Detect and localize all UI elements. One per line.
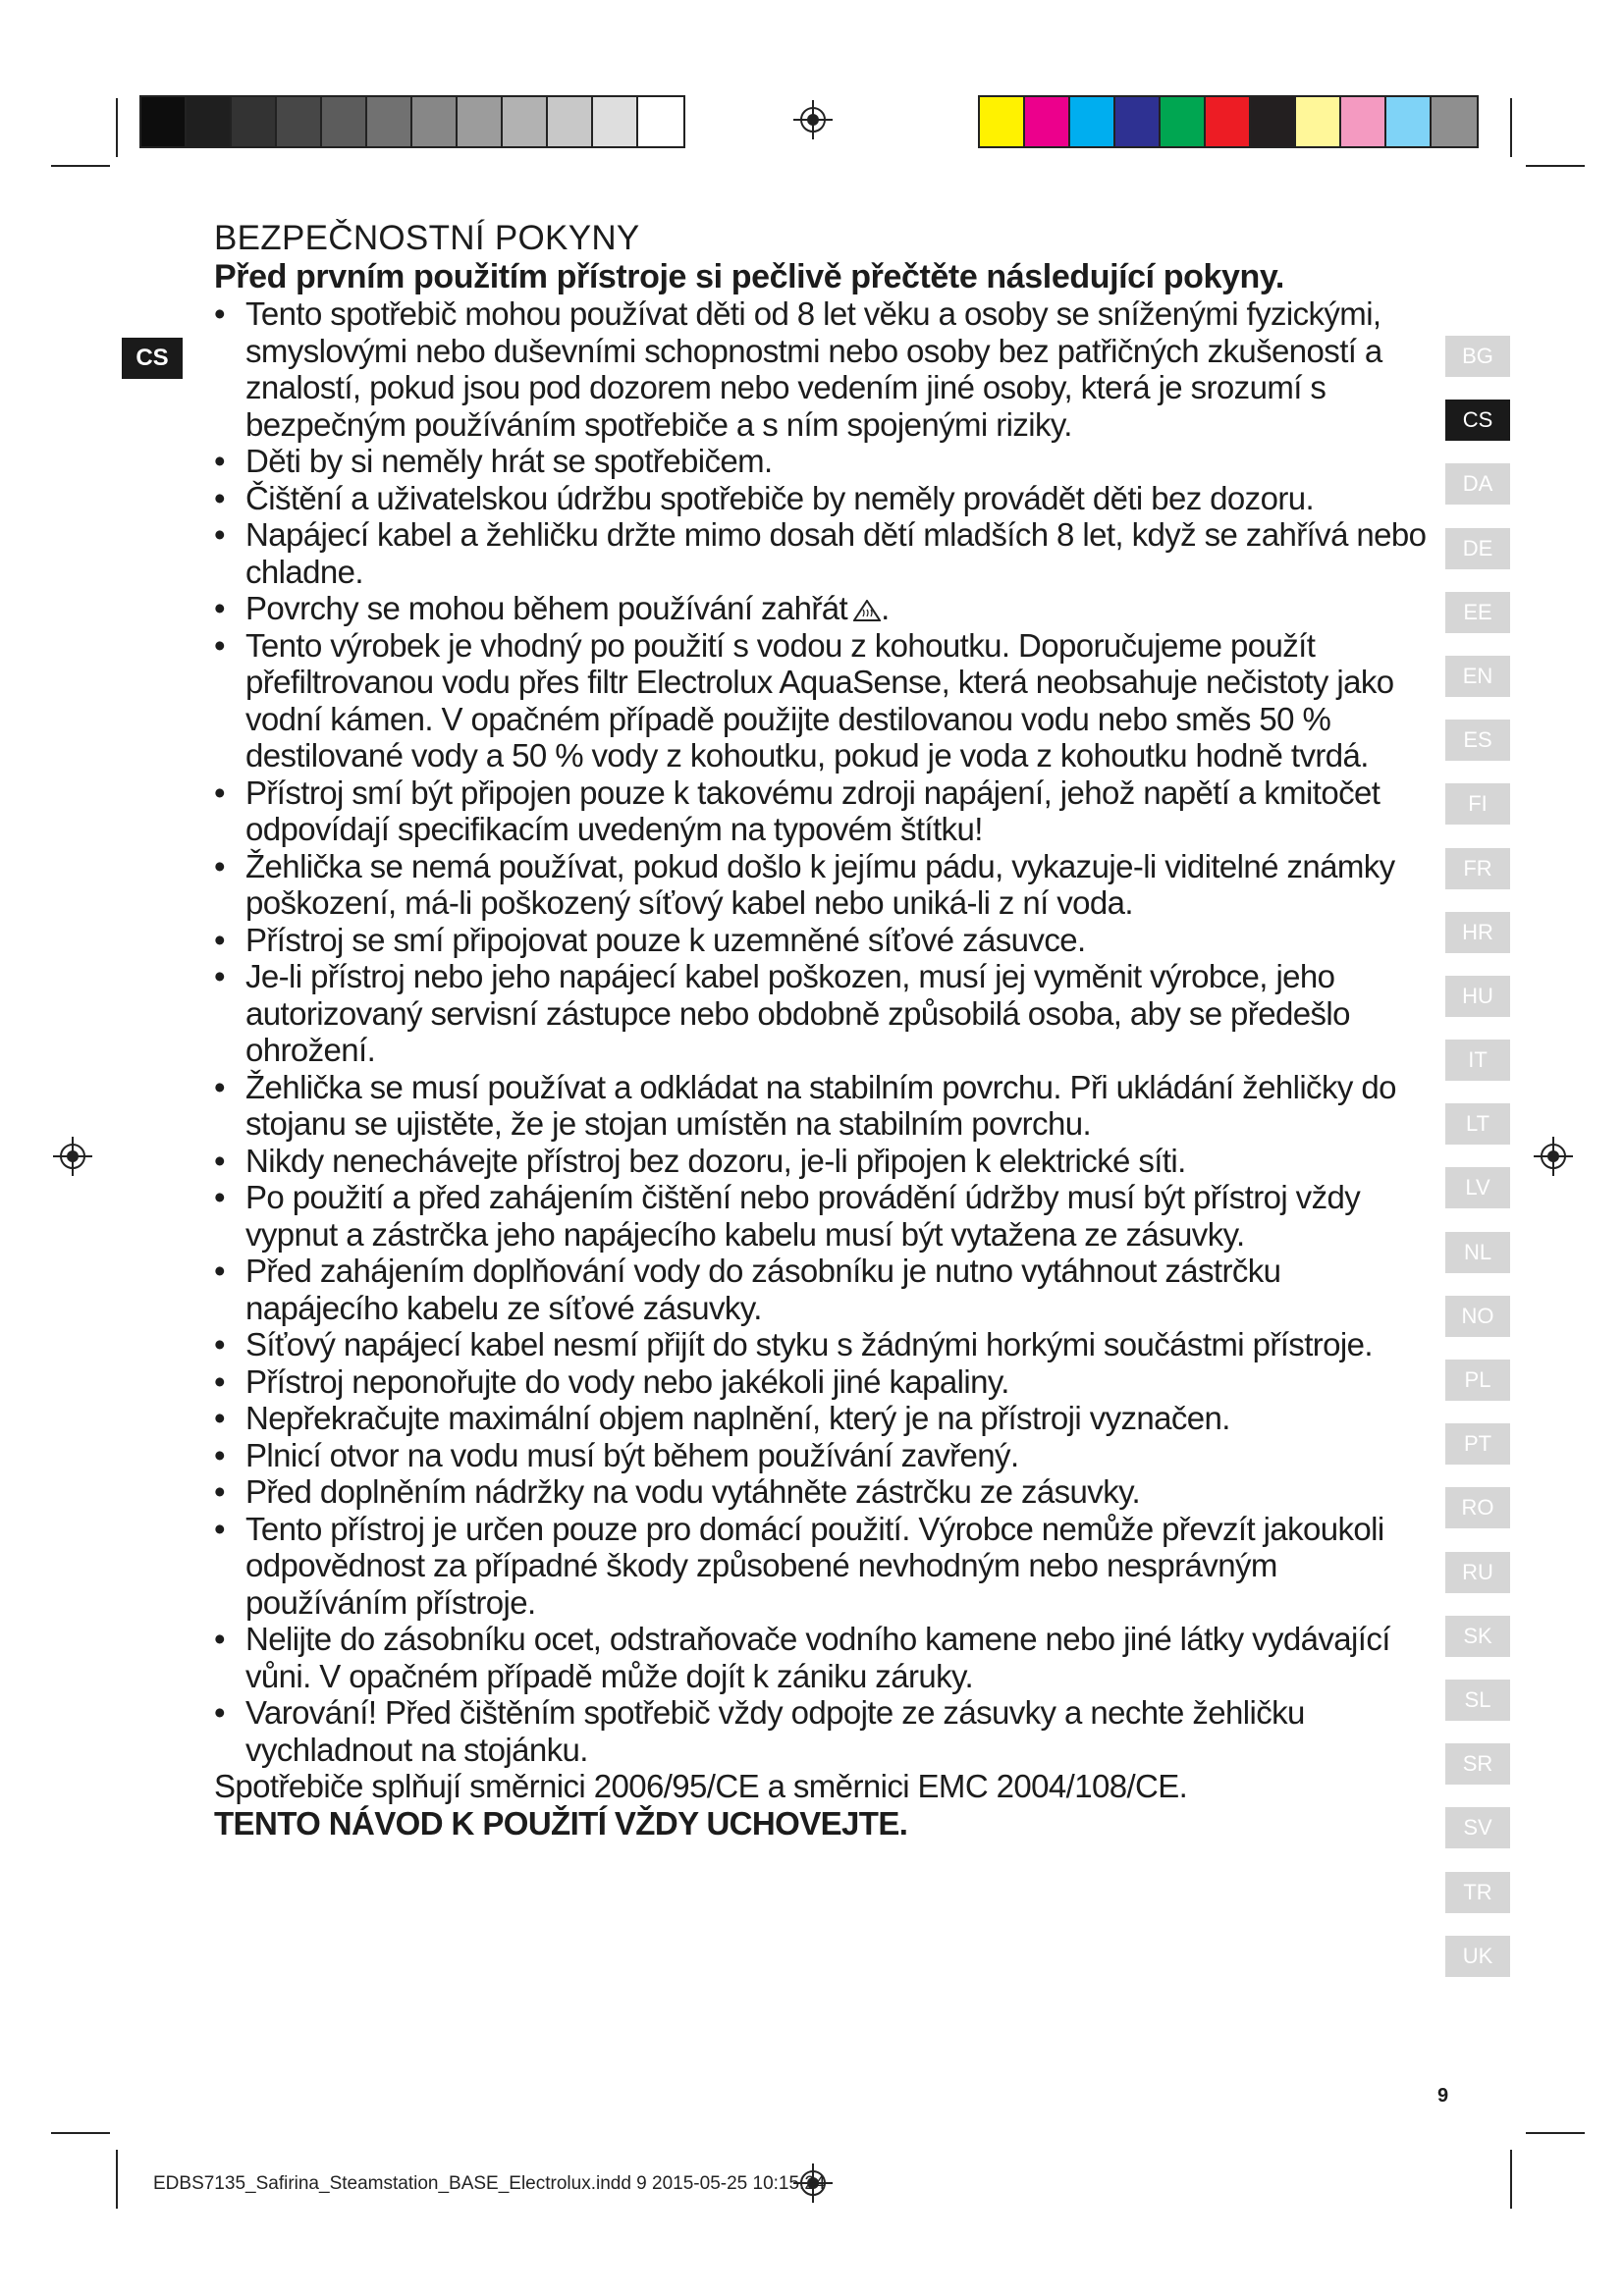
language-tab-es: ES xyxy=(1445,720,1510,761)
crop-mark xyxy=(1526,2132,1585,2134)
list-item: • Napájecí kabel a žehličku držte mimo dosah dětí mladších 8 let, když se zahřívá nebo chladne. xyxy=(214,516,1432,590)
language-tab-hr: HR xyxy=(1445,912,1510,953)
calibration-swatch xyxy=(141,97,187,146)
calibration-swatch xyxy=(1070,97,1115,146)
language-tab-nl: NL xyxy=(1445,1232,1510,1273)
list-item: • Žehlička se musí používat a odkládat na stabilním povrchu. Při ukládání žehličky do stojanu se ujistěte, že je stojan umístěn na stabilním povrchu. xyxy=(214,1069,1432,1143)
language-tab-fr: FR xyxy=(1445,848,1510,889)
list-item: • Nelijte do zásobníku ocet, odstraňovače vodního kamene nebo jiné látky vydávající vůni. V opačném případě může dojít k zániku záruky. xyxy=(214,1621,1432,1694)
page-title: BEZPEČNOSTNÍ POKYNY xyxy=(214,219,640,257)
crop-mark xyxy=(1510,2150,1512,2209)
list-item: • Tento spotřebič mohou používat děti od 8 let věku a osoby se sníženými fyzickými, smyslovými nebo duševními schopnostmi nebo osoby bez patřičných zkušeností a znalostí, pokud jsou pod dozorem nebo vedením jiné osoby, která je srozumí s bezpečným používáním spotřebiče a s ním spojenými riziky. xyxy=(214,295,1432,443)
calibration-swatch xyxy=(503,97,548,146)
language-tab-lv: LV xyxy=(1445,1167,1510,1208)
language-tab-ro: RO xyxy=(1445,1487,1510,1528)
language-tab-lt: LT xyxy=(1445,1103,1510,1145)
keep-instructions-notice: TENTO NÁVOD K POUŽITÍ VŽDY UCHOVEJTE. xyxy=(214,1804,908,1842)
calibration-swatch xyxy=(1386,97,1432,146)
calibration-swatch xyxy=(412,97,458,146)
list-item: • Je-li přístroj nebo jeho napájecí kabel poškozen, musí jej vyměnit výrobce, jeho autorizovaný servisní zástupce nebo obdobně způsobilá osoba, aby se předešlo ohrožení. xyxy=(214,958,1432,1069)
language-tab-ee: EE xyxy=(1445,592,1510,633)
language-tab-fi: FI xyxy=(1445,783,1510,825)
crop-mark xyxy=(51,2132,110,2134)
grayscale-calibration-bar xyxy=(139,95,685,148)
list-item: • Nikdy nenechávejte přístroj bez dozoru, je-li připojen k elektrické síti. xyxy=(214,1143,1432,1180)
language-tab-cs: CS xyxy=(1445,400,1510,441)
registration-target-icon xyxy=(1534,1137,1573,1176)
page-number: 9 xyxy=(1437,2085,1449,2107)
list-item: • Po použití a před zahájením čištění nebo provádění údržby musí být přístroj vždy vypnut a zástrčka jeho napájecího kabelu musí být vytažena ze zásuvky. xyxy=(214,1179,1432,1253)
calibration-swatch xyxy=(638,97,683,146)
list-item: • Varování! Před čištěním spotřebič vždy odpojte ze zásuvky a nechte žehličku vychladnout na stojánku. xyxy=(214,1694,1432,1768)
language-tab-uk: UK xyxy=(1445,1936,1510,1977)
safety-list xyxy=(214,295,1432,1768)
list-item: • Přístroj neponořujte do vody nebo jakékoli jiné kapaliny. xyxy=(214,1363,1432,1401)
list-item: • Před zahájením doplňování vody do zásobníku je nutno vytáhnout zástrčku napájecího kabelu ze síťové zásuvky. xyxy=(214,1253,1432,1326)
list-item: • Tento přístroj je určen pouze pro domácí použití. Výrobce nemůže převzít jakoukoli odpovědnost za případné škody způsobené nevhodným nebo nesprávným používáním přístroje. xyxy=(214,1511,1432,1622)
calibration-swatch xyxy=(322,97,367,146)
language-tab-sv: SV xyxy=(1445,1807,1510,1848)
crop-mark xyxy=(51,165,110,167)
calibration-swatch xyxy=(1025,97,1070,146)
print-footer: EDBS7135_Safirina_Steamstation_BASE_Electrolux.indd 9 2015-05-25 10:15:24 xyxy=(153,2173,826,2194)
hot-surface-warning-icon xyxy=(853,592,881,614)
calibration-swatch xyxy=(1161,97,1206,146)
calibration-swatch xyxy=(1432,97,1477,146)
crop-mark xyxy=(116,2150,118,2209)
list-item: • Děti by si neměly hrát se spotřebičem. xyxy=(214,443,1432,480)
list-item: • Plnicí otvor na vodu musí být během používání zavřený. xyxy=(214,1437,1432,1474)
calibration-swatch xyxy=(1206,97,1251,146)
calibration-swatch xyxy=(980,97,1025,146)
language-tab-tr: TR xyxy=(1445,1872,1510,1913)
registration-target-icon xyxy=(53,1137,92,1176)
language-tab-pl: PL xyxy=(1445,1360,1510,1401)
list-item-text: Povrchy se mohou během používání zahřát xyxy=(245,590,848,626)
language-tab-bg: BG xyxy=(1445,336,1510,377)
compliance-statement: Spotřebiče splňují směrnici 2006/95/CE a směrnici EMC 2004/108/CE. xyxy=(214,1768,1188,1804)
registration-target-icon xyxy=(793,100,833,139)
safety-instructions xyxy=(214,220,1432,1842)
list-item: • Přístroj se smí připojovat pouze k uzemněné síťové zásuvce. xyxy=(214,922,1432,959)
language-tab-sl: SL xyxy=(1445,1680,1510,1721)
language-tab-sr: SR xyxy=(1445,1743,1510,1785)
list-item xyxy=(214,590,1432,627)
list-item-suffix: . xyxy=(881,590,890,626)
crop-mark xyxy=(116,98,118,157)
color-calibration-bar xyxy=(978,95,1479,148)
list-item: • Před doplněním nádržky na vodu vytáhněte zástrčku ze zásuvky. xyxy=(214,1473,1432,1511)
language-tab-pt: PT xyxy=(1445,1423,1510,1465)
calibration-swatch xyxy=(1296,97,1341,146)
language-tab-ru: RU xyxy=(1445,1552,1510,1593)
language-tab-it: IT xyxy=(1445,1040,1510,1081)
language-tab-de: DE xyxy=(1445,528,1510,569)
list-item: • Přístroj smí být připojen pouze k takovému zdroji napájení, jehož napětí a kmitočet odpovídají specifikacím uvedeným na typovém štítku! xyxy=(214,774,1432,848)
list-item: • Síťový napájecí kabel nesmí přijít do styku s žádnými horkými součástmi přístroje. xyxy=(214,1326,1432,1363)
language-tab-sk: SK xyxy=(1445,1616,1510,1657)
calibration-swatch xyxy=(187,97,232,146)
list-item: • Nepřekračujte maximální objem naplnění, který je na přístroji vyznačen. xyxy=(214,1400,1432,1437)
calibration-swatch xyxy=(277,97,322,146)
crop-mark xyxy=(1526,165,1585,167)
calibration-swatch xyxy=(548,97,593,146)
list-item: • Čištění a uživatelskou údržbu spotřebiče by neměly provádět děti bez dozoru. xyxy=(214,480,1432,517)
calibration-swatch xyxy=(1341,97,1386,146)
calibration-swatch xyxy=(367,97,412,146)
language-tab-da: DA xyxy=(1445,463,1510,505)
language-tab-list xyxy=(1445,336,1510,2000)
calibration-swatch xyxy=(1115,97,1161,146)
calibration-swatch xyxy=(458,97,503,146)
intro-warning: Před prvním použitím přístroje si pečlivě přečtěte následující pokyny. xyxy=(214,257,1284,295)
list-item: • Tento výrobek je vhodný po použití s vodou z kohoutku. Doporučujeme použít přefiltrovanou vodu přes filtr Electrolux AquaSense, která neobsahuje nečistoty jako vodní kámen. V opačném případě použijte destilovanou vodu nebo směs 50 % destilované vody a 50 % vody z kohoutku, pokud je voda z kohoutku hodně tvrdá. xyxy=(214,627,1432,774)
calibration-swatch xyxy=(593,97,638,146)
language-tab-no: NO xyxy=(1445,1296,1510,1337)
crop-mark xyxy=(1510,98,1512,157)
calibration-swatch xyxy=(1251,97,1296,146)
list-item: • Žehlička se nemá používat, pokud došlo k jejímu pádu, vykazuje-li viditelné známky poškození, má-li poškozený síťový kabel nebo uniká-li z ní voda. xyxy=(214,848,1432,922)
language-tab-hu: HU xyxy=(1445,976,1510,1017)
language-tab-en: EN xyxy=(1445,656,1510,697)
language-tab-current: CS xyxy=(122,338,183,379)
calibration-swatch xyxy=(232,97,277,146)
